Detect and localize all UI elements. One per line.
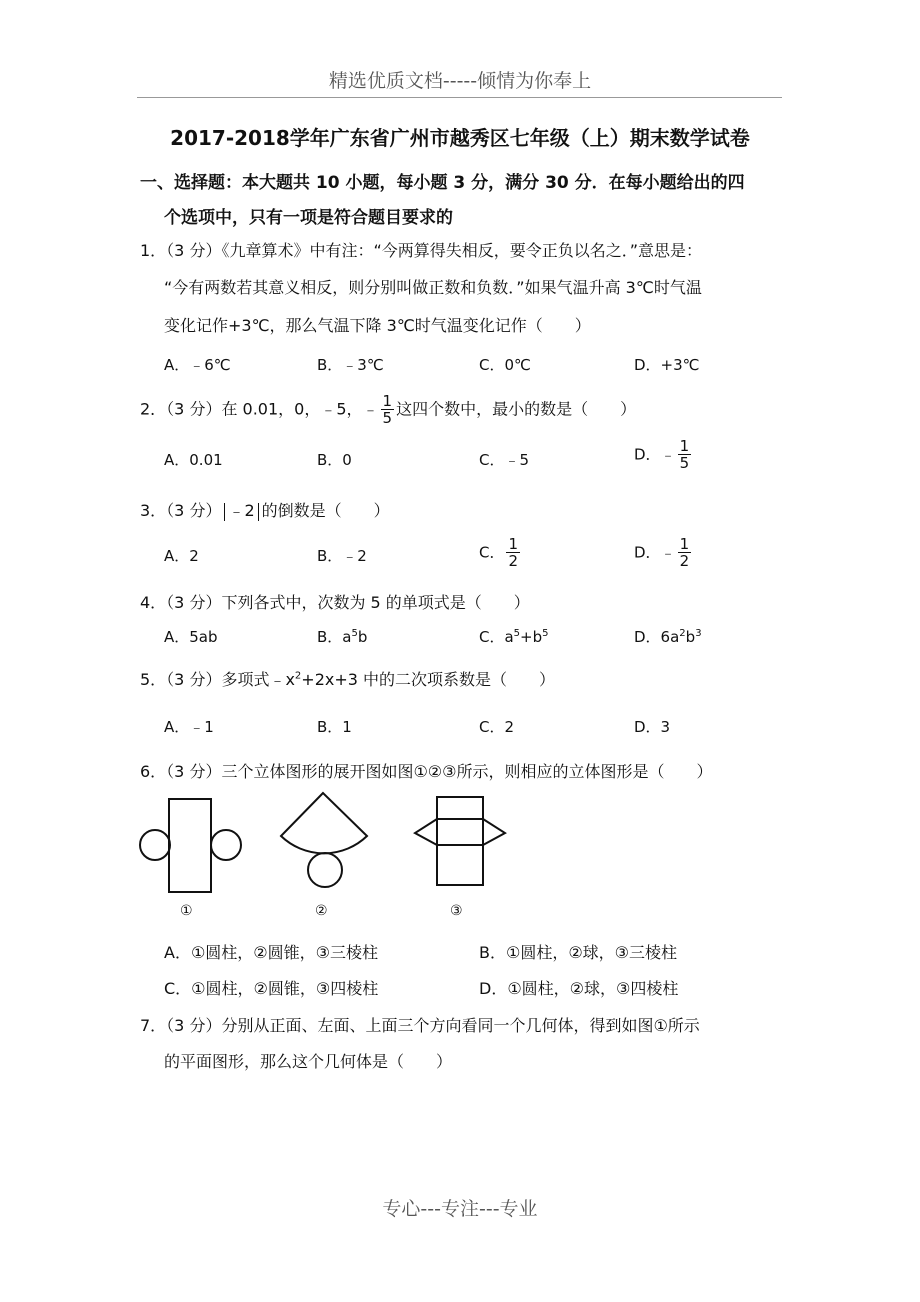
q1-line2: “今有两数若其意义相反，则分别叫做正数和负数．”如果气温升高 3℃时气温 xyxy=(164,278,702,297)
q3-option-d-denominator: 2 xyxy=(679,552,690,570)
figure-1-rectangle xyxy=(169,799,211,892)
q1-option-c: C．0℃ xyxy=(479,356,531,374)
q2-stem-end: 这四个数中，最小的数是（ ） xyxy=(396,399,637,419)
figure-1-left-circle xyxy=(140,830,170,860)
q3-option-c-prefix: C． xyxy=(479,543,505,562)
figure-2-cone-net xyxy=(281,793,367,887)
q3-stem-start: 3．（3 分） xyxy=(140,501,222,520)
q2-option-a: A．0.01 xyxy=(164,451,223,469)
q3-option-d-prefix: D．﹣ xyxy=(634,543,676,562)
figure-label-1: ① xyxy=(180,903,193,919)
section-heading-line1: 一、选择题：本大题共 10 小题，每小题 3 分，满分 30 分．在每小题给出的四 xyxy=(140,173,745,193)
q1-option-b: B．﹣3℃ xyxy=(317,356,384,374)
q4-option-d-exponent-1: 2 xyxy=(679,628,686,639)
q3-option-d-numerator: 1 xyxy=(679,535,690,553)
q6-option-a: A．①圆柱，②圆锥，③三棱柱 xyxy=(164,943,378,962)
q5-option-a: A．﹣1 xyxy=(164,718,214,736)
q2-option-d-fraction xyxy=(678,439,692,471)
q1-line1: 1．（3 分）《九章算术》中有注：“今两算得失相反，要令正负以名之．”意思是： xyxy=(140,241,703,260)
q1-line3: 变化记作+3℃，那么气温下降 3℃时气温变化记作（ ） xyxy=(164,316,591,335)
q4-option-c xyxy=(479,626,549,647)
q4-option-b-exponent: 5 xyxy=(351,628,358,639)
q3-absolute-value-content: ﹣2 xyxy=(228,501,255,520)
figure-label-2: ② xyxy=(315,903,328,919)
q4-option-a: A．5ab xyxy=(164,628,218,646)
q3-option-c-numerator: 1 xyxy=(508,535,519,553)
q6-option-d: D．①圆柱，②球，③四棱柱 xyxy=(479,979,679,998)
q2-stem xyxy=(140,394,636,426)
q4-option-b xyxy=(317,626,367,647)
q3-option-c xyxy=(479,537,522,569)
q5-stem xyxy=(140,667,555,690)
q5-option-d: D．3 xyxy=(634,718,671,736)
q2-option-b: B．0 xyxy=(317,451,352,469)
q7-line1: 7．（3 分）分别从正面、左面、上面三个方向看同一个几何体，得到如图①所示 xyxy=(140,1016,700,1035)
q6-option-b: B．①圆柱，②球，③三棱柱 xyxy=(479,943,678,962)
q3-option-c-denominator: 2 xyxy=(508,552,519,570)
exam-title: 2017-2018学年广东省广州市越秀区七年级（上）期末数学试卷 xyxy=(170,126,750,150)
q4-option-c-exponent-2: 5 xyxy=(542,628,549,639)
q7-line2: 的平面图形，那么这个几何体是（ ） xyxy=(164,1052,453,1071)
figure-1-cylinder-net xyxy=(140,799,241,892)
q6-stem: 6．（3 分）三个立体图形的展开图如图①②③所示，则相应的立体图形是（ ） xyxy=(140,762,713,781)
q2-option-d-numerator: 1 xyxy=(679,437,690,455)
q6-option-c: C．①圆柱，②圆锥，③四棱柱 xyxy=(164,979,379,998)
section-heading-line2: 个选项中，只有一项是符合题目要求的 xyxy=(164,208,453,228)
header-divider xyxy=(137,97,782,98)
q2-stem-start: 2．（3 分）在 0.01，0，﹣5，﹣ xyxy=(140,399,379,419)
q3-stem xyxy=(140,498,390,521)
q5-stem-start: 5．（3 分）多项式﹣x xyxy=(140,670,295,689)
q4-option-b-tail: b xyxy=(357,628,368,646)
absolute-value-bar-left xyxy=(224,503,225,521)
q1-option-d: D．+3℃ xyxy=(634,356,700,374)
figure-3-right-triangle xyxy=(483,819,505,845)
figure-3-left-triangle xyxy=(415,819,437,845)
q5-option-b: B．1 xyxy=(317,718,352,736)
q4-option-c-mid: +b xyxy=(520,628,543,646)
figure-1-right-circle xyxy=(211,830,241,860)
q3-option-a: A．2 xyxy=(164,547,199,565)
q2-option-d-denominator: 5 xyxy=(679,454,690,472)
q2-fraction-denominator: 5 xyxy=(382,409,393,427)
q3-option-d-fraction xyxy=(678,537,692,569)
q4-option-d-exponent-2: 3 xyxy=(695,628,702,639)
page-footer: 专心---专注---专业 xyxy=(382,1198,538,1220)
figure-2-circle xyxy=(308,853,342,887)
q2-option-d xyxy=(634,439,693,471)
q4-option-d xyxy=(634,626,702,647)
page-header: 精选优质文档-----倾情为你奉上 xyxy=(328,70,592,92)
figure-label-3: ③ xyxy=(450,903,463,919)
q4-option-d-mid: b xyxy=(685,628,696,646)
figure-3-prism-net xyxy=(415,797,505,885)
q4-option-c-base: C．a xyxy=(479,628,514,646)
q2-fraction xyxy=(381,394,395,426)
figure-3-rectangle xyxy=(437,797,483,885)
q5-stem-end: +2x+3 中的二次项系数是（ ） xyxy=(301,670,556,689)
q2-option-c: C．﹣5 xyxy=(479,451,530,469)
q3-stem-end: 的倒数是（ ） xyxy=(261,501,390,520)
absolute-value-bar-right xyxy=(258,503,259,521)
q5-stem-exponent: 2 xyxy=(294,670,302,682)
q5-option-c: C．2 xyxy=(479,718,515,736)
q3-option-d xyxy=(634,537,693,569)
q1-option-a: A．﹣6℃ xyxy=(164,356,231,374)
q4-option-d-base: D．6a xyxy=(634,628,680,646)
q4-option-b-base: B．a xyxy=(317,628,352,646)
figure-2-sector xyxy=(281,793,367,853)
q3-option-b: B．﹣2 xyxy=(317,547,367,565)
q3-option-c-fraction xyxy=(506,537,520,569)
q4-stem: 4．（3 分）下列各式中，次数为 5 的单项式是（ ） xyxy=(140,593,530,612)
q2-fraction-numerator: 1 xyxy=(382,392,393,410)
q2-option-d-prefix: D．﹣ xyxy=(634,445,676,464)
q4-option-c-exponent-1: 5 xyxy=(513,628,521,639)
